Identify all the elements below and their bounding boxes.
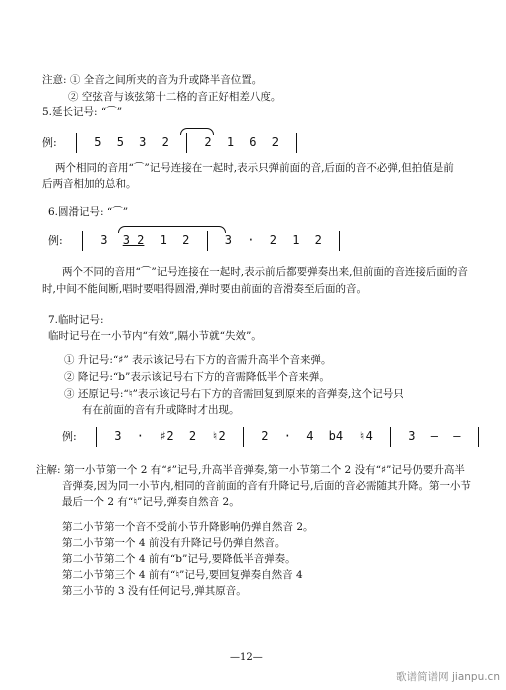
watermark: 歌谱简谱网 jianpu.cn [396, 671, 500, 683]
slur-arc [118, 226, 226, 233]
section7-item-3b: 有在前面的音有升或降时才出现。 [82, 404, 240, 416]
section6-example [48, 228, 322, 252]
note: 2 [271, 135, 279, 149]
tie-arc [180, 128, 214, 135]
note: ♮4 [358, 429, 373, 443]
note: b4 [328, 429, 344, 443]
note: 2 [261, 429, 269, 443]
score-notes [90, 424, 485, 448]
section6-desc-1: 两个不同的音用“⌒”记号连接在一起时,表示前后都要弹奏出来,但前面的音连接后面的音 [62, 266, 468, 278]
section5-desc-2: 后两音相加的总和。 [42, 178, 137, 190]
note: 3 [100, 233, 108, 247]
note: 6 [249, 135, 257, 149]
note: 3 [224, 233, 233, 247]
note: 1 [226, 135, 235, 149]
note: 2 [269, 233, 277, 247]
note: 3 2 [122, 233, 145, 247]
section7-title: 7.临时记号: [48, 314, 104, 326]
note: · [247, 233, 255, 247]
note: · [136, 429, 144, 443]
note: 4 [306, 429, 314, 443]
example-label: 例: [62, 430, 77, 443]
section7-item-1: ① 升记号:“♯” 表示该记号右下方的音需升高半个音来弹。 [64, 354, 332, 366]
annotation-line-6: 第二小节第二个 4 前有“b”记号,要降低半音弹奏。 [62, 553, 296, 565]
section5-example [42, 130, 302, 154]
note: 2 [161, 135, 169, 149]
note: 1 [159, 233, 167, 247]
section5-title: 5.延长记号: “⌒” [42, 106, 123, 118]
note: 1 [292, 233, 300, 247]
note: · [283, 429, 291, 443]
note: 3 [139, 135, 147, 149]
note: — [430, 429, 438, 443]
annotation-line-7: 第二小节第三个 4 前有“♮”记号,要回复弹奏自然音 4 [62, 569, 303, 581]
note-line-2: ② 空弦音与该弦第十二格的音正好相差八度。 [68, 91, 282, 103]
note: 2 [204, 135, 212, 149]
section7-intro: 临时记号在一小节内“有效”,隔小节就“失效”。 [48, 330, 262, 342]
section7-example [62, 424, 461, 448]
note-line-1: 注意: ① 全音之间所夹的音为升或降半音位置。 [42, 74, 263, 86]
note: 2 [182, 233, 190, 247]
section7-item-3a: ③ 还原记号:“♮”表示该记号右下方的音需回复到原来的音弹奏,这个记号只 [64, 388, 404, 400]
annotation-line-5: 第二小节第一个 4 前没有升降记号仍弹自然音。 [62, 537, 286, 549]
section7-item-2: ② 降记号:“b”表示该记号右下方的音需降低半个音来弹。 [64, 371, 330, 383]
annotation-line-8: 第三小节的 3 没有任何记号,弹其原音。 [62, 585, 247, 597]
annotation-line-1: 注解: 第一小节第一个 2 有“♯”记号,升高半音弹奏,第一小节第二个 2 没有“♯”记号仍要升高半 [36, 464, 465, 476]
note: — [453, 429, 461, 443]
example-label: 例: [42, 136, 57, 149]
note: 5 [94, 135, 102, 149]
note: 2 [188, 429, 197, 443]
annotation-line-4: 第二小节第一个音不受前小节升降影响仍弹自然音 2。 [62, 521, 314, 533]
section6-title: 6.圆滑记号: “⌒” [48, 206, 129, 218]
note: ♮2 [211, 429, 226, 443]
note: 3 [408, 429, 416, 443]
annotation-line-2: 音弹奏,因为同一小节内,相同的音前面的音有升降记号,后面的音必需随其升降。第一小节 [62, 480, 472, 492]
section5-desc-1: 两个相同的音用“⌒”记号连接在一起时,表示只弹前面的音,后面的音不必弹,但拍值是前 [55, 162, 454, 174]
example-label: 例: [48, 234, 63, 247]
note: 2 [314, 233, 322, 247]
note: ♯2 [159, 429, 174, 443]
note: 3 [114, 429, 122, 443]
annotation-line-3: 最后一个 2 有“♮”记号,弹奏自然音 2。 [62, 496, 240, 508]
note: 5 [116, 135, 124, 149]
section6-desc-2: 时,中间不能间断,唱时要唱得圆滑,弹时要由前面的音滑奏至后面的音。 [42, 283, 368, 295]
page-number: —12— [230, 652, 263, 663]
